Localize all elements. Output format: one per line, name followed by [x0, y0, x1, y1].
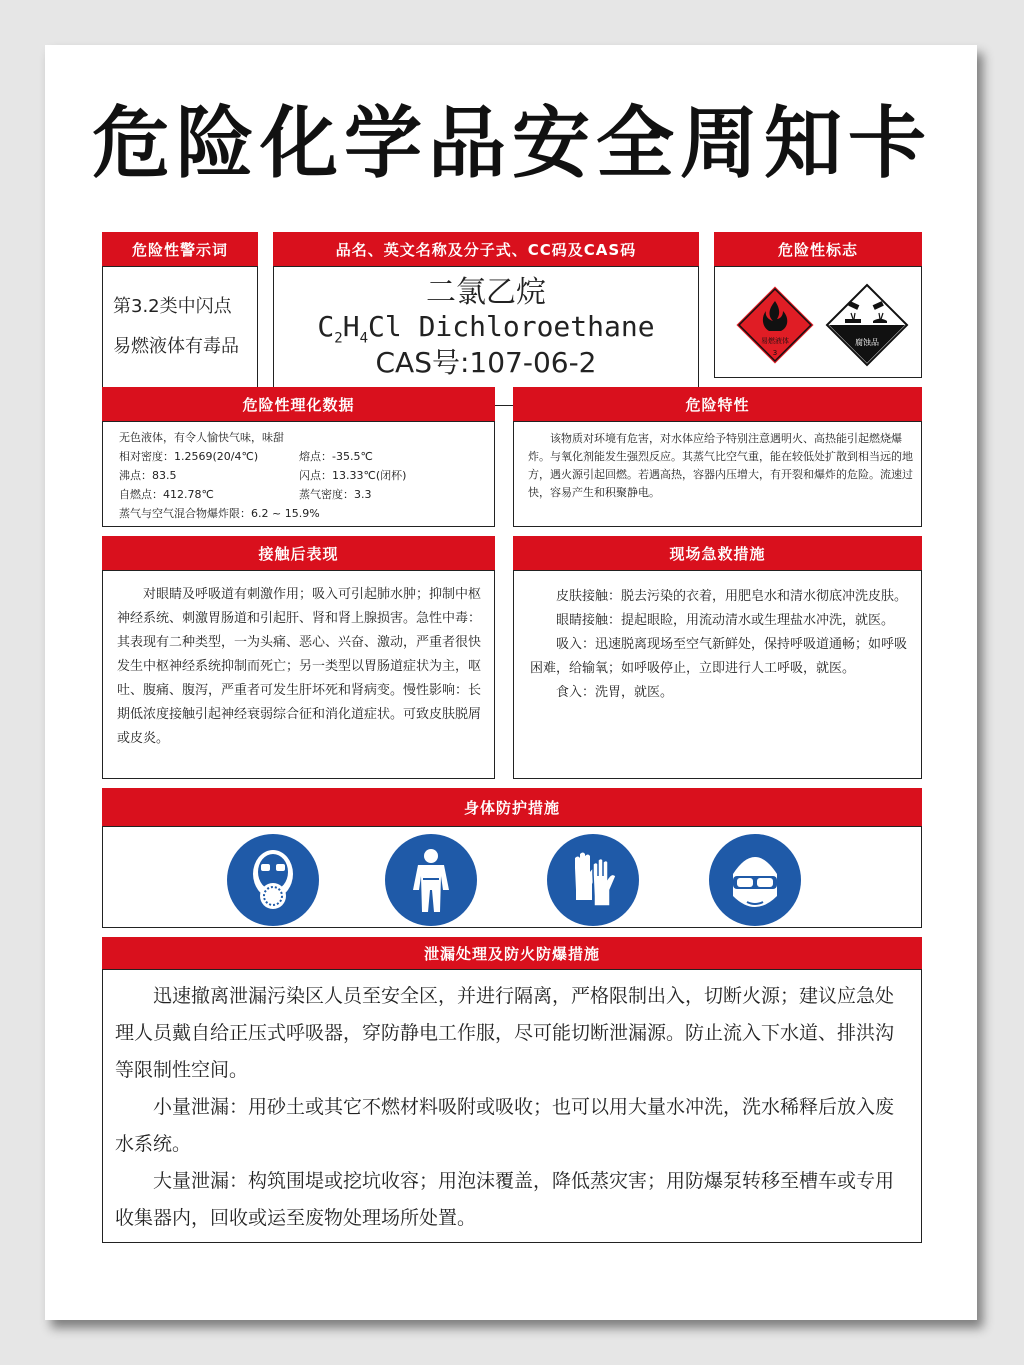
first-aid-inhale: 吸入：迅速脱离现场至空气新鲜处，保持呼吸道通畅；如呼吸困难，给输氧；如呼吸停止，立即进行人工呼吸，就医。: [530, 637, 908, 676]
first-aid-ingest: 食入：洗胃，就医。: [556, 685, 674, 700]
density-value: 1.2569(20/4℃): [174, 450, 259, 463]
gloves-icon: [547, 834, 639, 926]
leak-paragraph-2: 小量泄漏：用砂土或其它不燃材料吸附或吸收；也可以用大量水冲洗，洗水稀释后放入废水系统。: [115, 1096, 895, 1155]
exposure-panel: [102, 536, 495, 779]
physchem-row-density: [119, 447, 494, 466]
autoign-value: 412.78℃: [163, 488, 214, 501]
identity-header: 品名、英文名称及分子式、CC码及CAS码: [273, 232, 699, 266]
protective-suit-icon: [385, 834, 477, 926]
protection-header: 身体防护措施: [102, 788, 922, 826]
protection-box: [102, 826, 922, 928]
hazard-sign-box: [714, 266, 922, 378]
leak-paragraph-1: 迅速撤离泄漏污染区人员至安全区，并进行隔离，严格限制出入，切断火源；建议应急处理人员戴自给正压式呼吸器，穿防静电工作服，尽可能切断泄漏源。防止流入下水道、排洪沟等限制性空间。: [115, 985, 895, 1081]
protection-panel: [102, 788, 922, 928]
leak-panel: [102, 937, 922, 1243]
page-title: 危险化学品安全周知卡: [91, 99, 932, 189]
identity-panel: [273, 232, 699, 406]
first-aid-panel: [513, 536, 922, 779]
formula-sub-4: 4: [359, 330, 368, 347]
melt-label: 熔点：: [299, 450, 332, 463]
physchem-box: [102, 421, 495, 527]
corrosive-icon: [825, 283, 909, 367]
flash-label: 闪点：: [299, 469, 332, 482]
autoign-label: 自燃点：: [119, 488, 163, 501]
leak-paragraph-3: 大量泄漏：构筑围堤或挖坑收容；用泡沫覆盖，降低蒸灾害；用防爆泵转移至槽车或专用收集器内，回收或运至废物处理场所处置。: [115, 1170, 895, 1229]
sign1-label: 易燃液体: [761, 337, 789, 345]
leak-header: 泄漏处理及防火防爆措施: [102, 937, 922, 969]
goggles-icon: [709, 834, 801, 926]
formula-c: C: [317, 310, 335, 343]
physchem-header: 危险性理化数据: [102, 387, 495, 421]
boil-label: 沸点：: [119, 469, 152, 482]
explosive-limit: 蒸气与空气混合物爆炸限：6.2 ~ 15.9%: [119, 507, 320, 520]
hazard-prop-text: 该物质对环境有危害，对水体应给予特别注意遇明火、高热能引起燃烧爆炸。与氧化剂能发生强烈反应。其蒸气比空气重，能在较低处扩散到相当远的地方，遇火源引起回燃。若遇高热，容器内压增大，有开裂和爆炸的危险。流速过快，容易产生和积聚静电。: [528, 432, 913, 499]
density-label: 相对密度：: [119, 450, 174, 463]
warning-header: 危险性警示词: [102, 232, 258, 266]
first-aid-eye: 眼睛接触：提起眼睑，用流动清水或生理盐水冲洗，就医。: [556, 613, 895, 628]
exposure-box: [102, 570, 495, 779]
sign2-label: 腐蚀品: [855, 338, 879, 347]
flash-value: 13.33℃(闭杯): [332, 469, 407, 482]
hazard-sign-header: 危险性标志: [714, 232, 922, 266]
hazard-prop-box: [513, 421, 922, 527]
warning-text: 第3.2类中闪点易燃液体有毒品: [113, 296, 239, 357]
warning-box: [102, 266, 258, 406]
physchem-line1: 无色液体，有令人愉快气味，味甜: [119, 431, 284, 444]
cas-number: CAS号:107-06-2: [375, 346, 597, 379]
sign1-number: 3: [772, 349, 778, 357]
first-aid-box: [513, 570, 922, 779]
flammable-liquid-icon: [733, 283, 817, 367]
physchem-row-boil: [119, 466, 494, 485]
boil-value: 83.5: [152, 469, 177, 482]
vapor-value: 3.3: [354, 488, 372, 501]
formula-h: H: [342, 310, 360, 343]
gas-mask-icon: [227, 834, 319, 926]
chemical-name: 二氯乙烷: [426, 275, 546, 310]
formula-sub-2: 2: [334, 330, 343, 347]
hazard-prop-panel: [513, 387, 922, 527]
exposure-header: 接触后表现: [102, 536, 495, 570]
first-aid-header: 现场急救措施: [513, 536, 922, 570]
first-aid-skin: 皮肤接触：脱去污染的衣着，用肥皂水和清水彻底冲洗皮肤。: [556, 589, 908, 604]
exposure-text: 对眼睛及呼吸道有刺激作用；吸入可引起肺水肿；抑制中枢神经系统、刺激胃肠道和引起肝、肾和肾上腺损害。急性中毒：其表现有二种类型，一为头痛、恶心、兴奋、激动，严重者很快发生中枢神经系统抑制而死亡；另一类型以胃肠道症状为主，呕吐、腹痛、腹泻，严重者可发生肝坏死和肾病变。慢性影响：长期低浓度接触引起神经衰弱综合征和消化道症状。可致皮肤脱屑或皮炎。: [117, 587, 482, 746]
hazard-prop-header: 危险特性: [513, 387, 922, 421]
leak-box: [102, 969, 922, 1243]
vapor-label: 蒸气密度：: [299, 488, 354, 501]
warning-panel: [102, 232, 258, 406]
melt-value: -35.5℃: [332, 450, 373, 463]
physchem-panel: [102, 387, 495, 527]
formula-rest: Cl Dichloroethane: [368, 310, 655, 343]
hazard-sign-panel: [714, 232, 922, 378]
physchem-row-autoign: [119, 485, 494, 504]
identity-box: [273, 266, 699, 406]
